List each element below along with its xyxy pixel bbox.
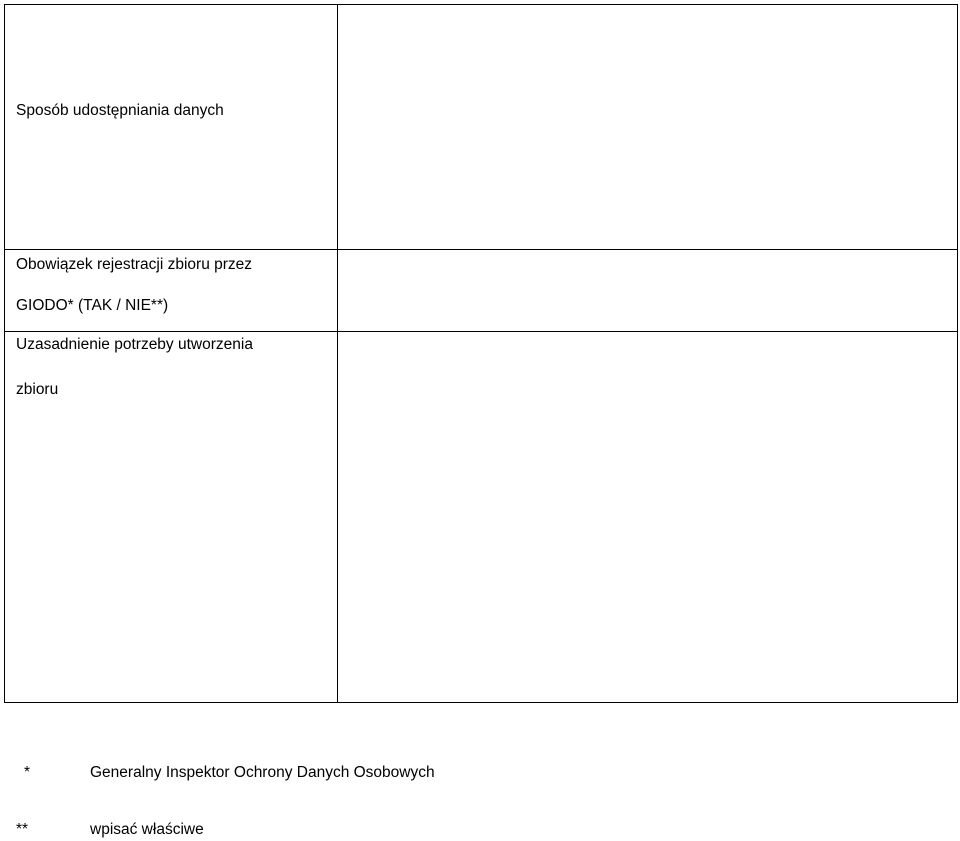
label-cell-sharing-method — [5, 5, 338, 250]
footnote-1-text: Generalny Inspektor Ochrony Danych Osobowych — [90, 764, 435, 781]
label-cell-giodo-registration — [5, 250, 338, 332]
label-giodo-registration-line-1: Obowiązek rejestracji zbioru przez — [16, 256, 253, 273]
footnote-2-text: wpisać właściwe — [90, 821, 204, 838]
label-cell-justification — [5, 332, 338, 703]
footnote-2-mark: ** — [16, 821, 29, 838]
label-justification-line-2: zbioru — [16, 381, 59, 398]
form-table — [4, 4, 958, 703]
table-row — [5, 5, 958, 250]
table-row — [5, 332, 958, 703]
value-cell-justification[interactable] — [338, 332, 958, 703]
value-cell-sharing-method[interactable] — [338, 5, 958, 250]
value-cell-giodo-registration[interactable] — [338, 250, 958, 332]
table-row — [5, 250, 958, 332]
label-sharing-method: Sposób udostępniania danych — [16, 102, 224, 119]
footnote-1-mark: * — [24, 764, 31, 781]
label-giodo-registration-line-2: GIODO* (TAK / NIE**) — [16, 297, 169, 314]
label-justification-line-1: Uzasadnienie potrzeby utworzenia — [16, 336, 253, 353]
